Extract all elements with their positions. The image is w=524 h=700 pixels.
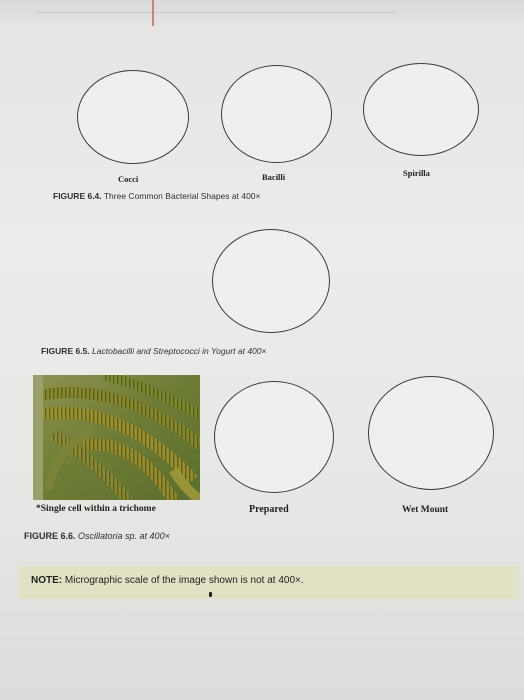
note-body: Micrographic scale of the image shown is not at 400×.	[62, 575, 304, 586]
cocci-label: Cocci	[118, 174, 139, 184]
bacilli-label: Bacilli	[262, 172, 286, 182]
pen-mark	[209, 592, 212, 597]
figure-6-4-number: FIGURE 6.4.	[53, 191, 102, 201]
figure-6-5-caption	[41, 346, 266, 356]
figure-6-5-number: FIGURE 6.5.	[41, 346, 90, 356]
note-box	[19, 566, 519, 599]
oscillatoria-micrograph	[33, 375, 200, 500]
note-text	[31, 575, 304, 586]
figure-6-6-number: FIGURE 6.6.	[24, 531, 76, 541]
oscillatoria-filaments-image	[33, 375, 200, 500]
wet-mount-drawing-circle[interactable]	[368, 376, 494, 490]
cocci-drawing-circle[interactable]	[77, 70, 189, 164]
note-label: NOTE:	[31, 575, 63, 586]
figure-6-5-title: Lactobacilli and Streptococci in Yogurt at 400×	[92, 346, 267, 356]
margin-line	[152, 0, 154, 26]
spirilla-label: Spirilla	[403, 168, 430, 178]
spirilla-drawing-circle[interactable]	[363, 63, 479, 156]
page-top-edge	[0, 0, 524, 26]
wet-mount-label: Wet Mount	[402, 505, 449, 515]
edge-rule	[36, 12, 396, 13]
figure-6-6-title: Oscillatoria sp. at 400×	[78, 531, 170, 541]
figure-6-4-title: Three Common Bacterial Shapes at 400×	[101, 191, 261, 201]
yogurt-drawing-circle[interactable]	[212, 229, 330, 333]
figure-6-4-caption	[53, 191, 261, 201]
figure-6-6-caption	[24, 531, 170, 541]
prepared-label: Prepared	[249, 504, 289, 515]
photo-credit-strip	[33, 375, 43, 500]
single-cell-label: *Single cell within a trichome	[36, 504, 156, 514]
bacilli-drawing-circle[interactable]	[221, 65, 332, 163]
prepared-drawing-circle[interactable]	[214, 381, 334, 493]
